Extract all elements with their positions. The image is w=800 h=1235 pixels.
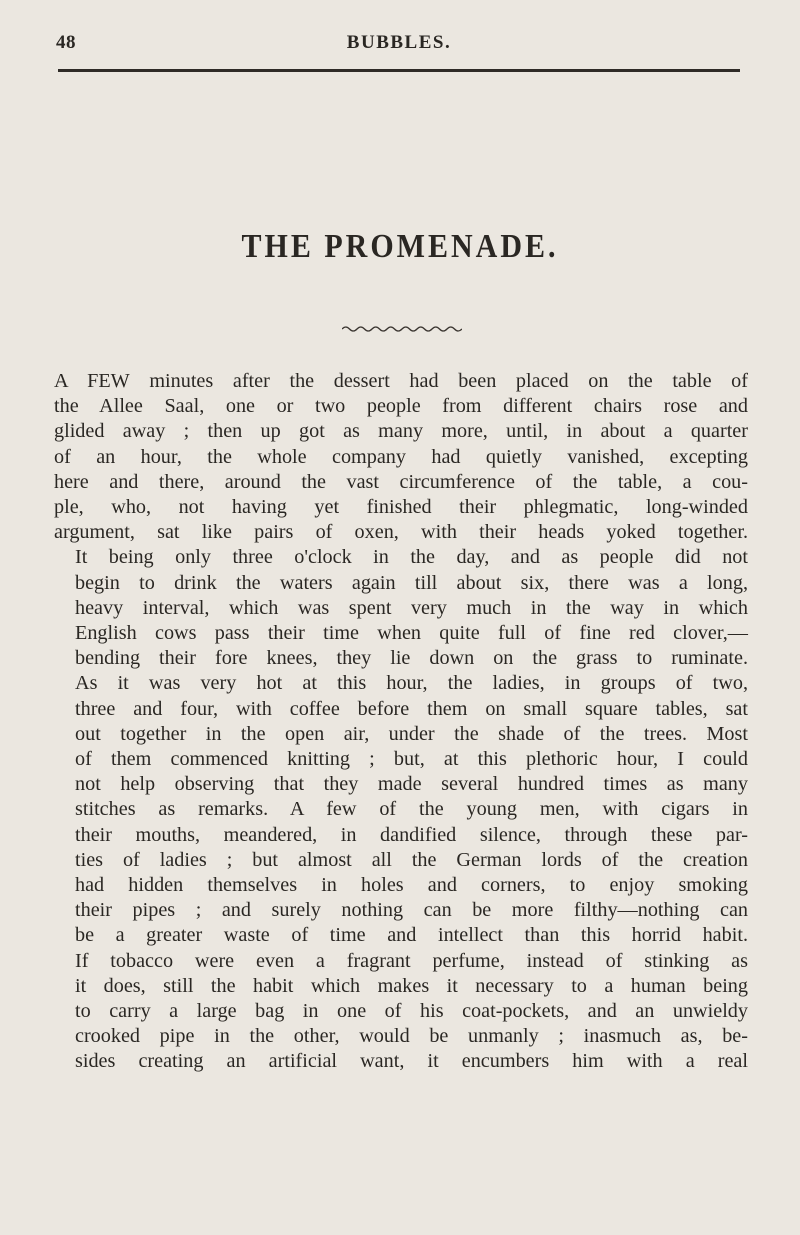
text-line: A FEW minutes after the dessert had been placed on the table of	[54, 370, 748, 392]
text-line: argument, sat like pairs of oxen, with their heads yoked together.	[54, 521, 748, 544]
text-line: the Allee Saal, one or two people from different chairs rose and	[54, 395, 748, 418]
text-line: it does, still the habit which makes it necessary to a human being	[75, 974, 748, 997]
text-line: If tobacco were even a fragrant perfume, instead of stinking as	[75, 949, 748, 972]
body-text	[54, 369, 748, 1075]
text-line: not help observing that they made several hundred times as many	[75, 773, 748, 796]
text-line: It being only three o'clock in the day, and as people did not	[75, 546, 748, 569]
text-line: bending their fore knees, they lie down on the grass to ruminate.	[75, 647, 748, 670]
text-line: stitches as remarks. A few of the young men, with cigars in	[75, 798, 748, 821]
text-line: heavy interval, which was spent very much in the way in which	[75, 596, 748, 619]
lead-words: A FEW	[54, 370, 130, 392]
text-line: of an hour, the whole company had quietly vanished, excepting	[54, 445, 748, 468]
chapter-title: THE PROMENADE.	[241, 227, 559, 265]
paragraph-1	[54, 369, 748, 545]
text-line: their mouths, meandered, in dandified silence, through these par-	[75, 823, 748, 846]
text-line: As it was very hot at this hour, the ladies, in groups of two,	[75, 672, 748, 695]
text-line: sides creating an artificial want, it encumbers him with a real	[75, 1050, 748, 1073]
wavy-ornament-divider	[342, 324, 462, 334]
text-line: had hidden themselves in holes and corners, to enjoy smoking	[75, 874, 748, 897]
running-title: BUBBLES.	[346, 32, 452, 53]
text-line: English cows pass their time when quite full of fine red clover,—	[75, 622, 748, 645]
text-line: out together in the open air, under the shade of the trees. Most	[75, 722, 748, 745]
paragraph-2	[54, 545, 748, 671]
text-line: glided away ; then up got as many more, until, in about a quarter	[54, 420, 748, 443]
text-line: to carry a large bag in one of his coat-pockets, and an unwieldy	[75, 1000, 748, 1023]
text-line: ties of ladies ; but almost all the German lords of the creation	[75, 848, 748, 871]
text-line: of them commenced knitting ; but, at this plethoric hour, I could	[75, 748, 748, 771]
page-number: 48	[56, 32, 76, 53]
text-line: here and there, around the vast circumference of the table, a cou-	[54, 470, 748, 493]
text-line: begin to drink the waters again till about six, there was a long,	[75, 571, 748, 594]
text-line: crooked pipe in the other, would be unmanly ; inasmuch as, be-	[75, 1025, 748, 1048]
text-line: three and four, with coffee before them on small square tables, sat	[75, 697, 748, 720]
header-rule	[58, 69, 740, 72]
running-head	[56, 32, 742, 60]
paragraph-3	[54, 671, 748, 1074]
text-line: their pipes ; and surely nothing can be more filthy—nothing can	[75, 899, 748, 922]
text-line: ple, who, not having yet finished their phlegmatic, long-winded	[54, 496, 748, 519]
text-line: be a greater waste of time and intellect than this horrid habit.	[75, 924, 748, 947]
